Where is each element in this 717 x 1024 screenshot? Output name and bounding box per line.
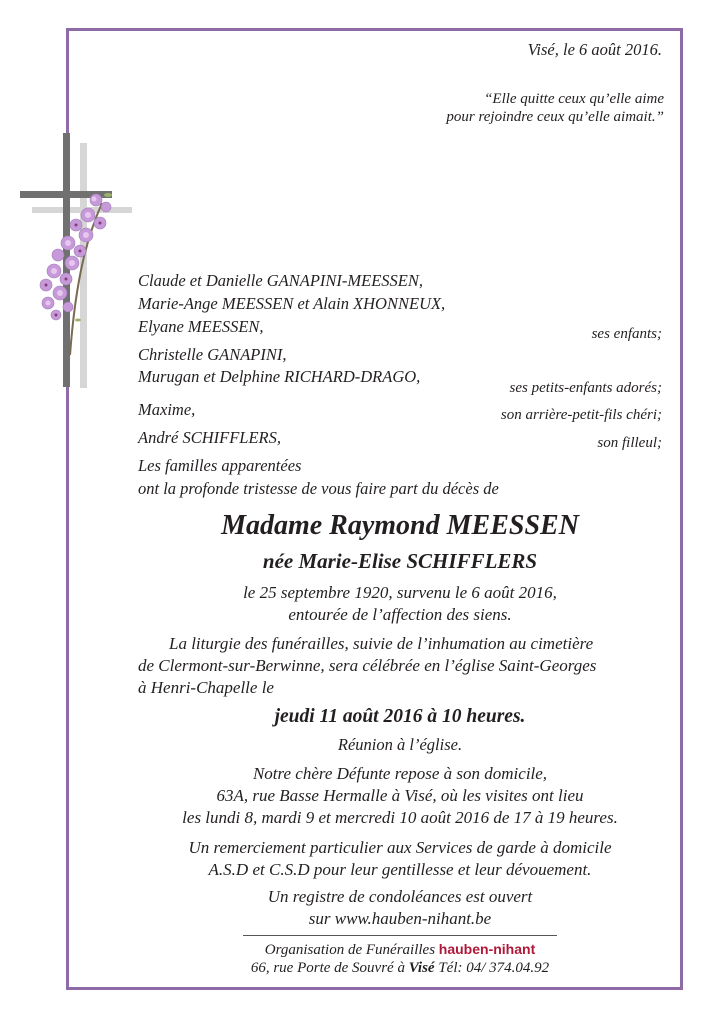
- children-line-1: Claude et Danielle GANAPINI-MEESSEN,: [138, 271, 424, 290]
- footer-organisation: [66, 941, 717, 959]
- address-city: Visé: [408, 960, 435, 976]
- thanks-line-1: Un remerciement particulier aux Services de garde à domicile: [188, 838, 612, 857]
- rest-line-2: 63A, rue Basse Hermalle à Visé, où les visites ont lieu: [216, 786, 584, 805]
- funeral-date: jeudi 11 août 2016 à 10 heures.: [274, 706, 526, 727]
- godson-role: son filleul;: [597, 435, 662, 451]
- announcement: ont la profonde tristesse de vous faire part du décès de: [138, 479, 499, 498]
- org-prefix: Organisation de Funérailles: [264, 942, 436, 958]
- rest-line-1: Notre chère Défunte repose à son domicile,: [252, 764, 548, 783]
- liturgy-line-3: à Henri-Chapelle le: [138, 678, 274, 697]
- dates-line-1: le 25 septembre 1920, survenu le 6 août 2016,: [243, 583, 557, 602]
- children-role: ses enfants;: [591, 326, 662, 342]
- deceased-born-name: née Marie-Elise SCHIFFLERS: [262, 549, 538, 573]
- children-line-3: Elyane MEESSEN,: [138, 317, 264, 336]
- godson: André SCHIFFLERS,: [138, 428, 281, 447]
- rest-line-3: les lundi 8, mardi 9 et mercredi 10 août 2016 de 17 à 19 heures.: [182, 808, 618, 827]
- footer-address: [66, 960, 717, 977]
- grandchildren-line-1: Christelle GANAPINI,: [138, 345, 287, 364]
- register-line-1: Un registre de condoléances est ouvert: [267, 887, 533, 906]
- children-line-2: Marie-Ange MEESSEN et Alain XHONNEUX,: [138, 294, 446, 313]
- meeting-info: Réunion à l’église.: [337, 735, 463, 754]
- brand-logo: hauben-nihant: [438, 941, 536, 957]
- place-date: Visé, le 6 août 2016.: [527, 40, 662, 59]
- liturgy-line-2: de Clermont-sur-Berwinne, sera célébrée en l’église Saint-Georges: [138, 656, 597, 675]
- grandchildren-role: ses petits-enfants adorés;: [509, 380, 662, 396]
- thanks-line-2: A.S.D et C.S.D pour leur gentillesse et leur dévouement.: [208, 860, 592, 879]
- deceased-name: Madame Raymond MEESSEN: [221, 510, 579, 541]
- great-grandchild: Maxime,: [138, 400, 196, 419]
- dates-line-2: entourée de l’affection des siens.: [288, 605, 512, 624]
- cross-orchid-icon: [18, 125, 138, 395]
- related-families: Les familles apparentées: [138, 456, 302, 475]
- quote-line-1: “Elle quitte ceux qu’elle aime: [484, 91, 664, 107]
- quote-line-2: pour rejoindre ceux qu’elle aimait.”: [446, 109, 664, 125]
- phone: Tél: 04/ 374.04.92: [438, 960, 550, 976]
- grandchildren-line-2: Murugan et Delphine RICHARD-DRAGO,: [138, 367, 421, 386]
- liturgy-line-1: La liturgie des funérailles, suivie de l’inhumation au cimetière: [169, 634, 594, 653]
- footer-divider: [243, 935, 557, 936]
- great-grandchild-role: son arrière-petit-fils chéri;: [500, 407, 662, 423]
- register-line-2: sur www.hauben-nihant.be: [308, 909, 492, 928]
- address-prefix: 66, rue Porte de Souvré à: [250, 960, 405, 976]
